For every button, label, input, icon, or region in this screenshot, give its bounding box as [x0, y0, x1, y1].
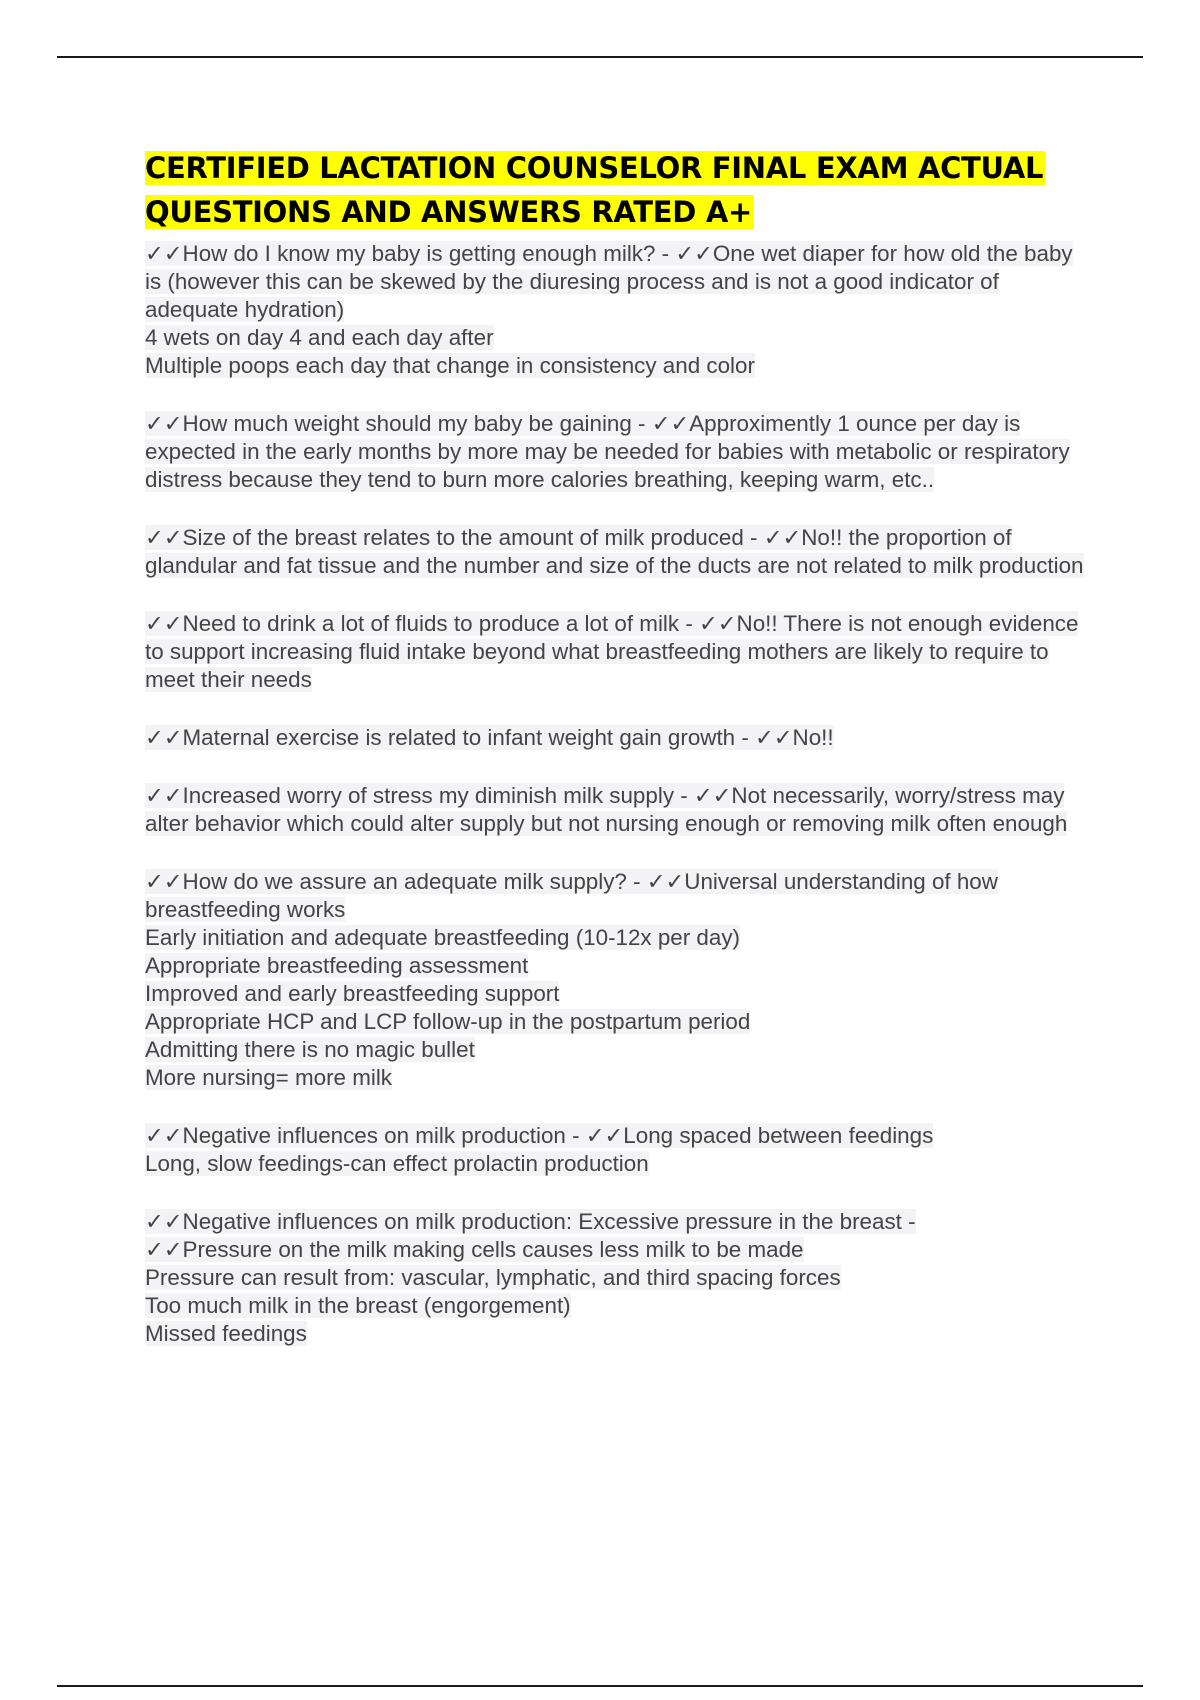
qa-text: ✓✓How do I know my baby is getting enough milk? - ✓✓One wet diaper for how old the baby is (however this can be skewed by the diuresing process and is not a good indicator of adequate hydration): [145, 241, 1073, 322]
qa-entry: [145, 1208, 1090, 1348]
qa-text: More nursing= more milk: [145, 1065, 392, 1090]
qa-text: Appropriate breastfeeding assessment: [145, 953, 529, 978]
qa-entry: [145, 782, 1090, 838]
qa-text: ✓✓Negative influences on milk production - ✓✓Long spaced between feedings: [145, 1123, 934, 1148]
qa-text: Long, slow feedings-can effect prolactin production: [145, 1151, 649, 1176]
document-body: [145, 146, 1090, 1378]
qa-text: ✓✓Size of the breast relates to the amount of milk produced - ✓✓No!! the proportion of glandular and fat tissue and the number and size of the ducts are not related to milk production: [145, 525, 1084, 578]
qa-text: Early initiation and adequate breastfeeding (10-12x per day): [145, 925, 740, 950]
qa-text: ✓✓Increased worry of stress my diminish milk supply - ✓✓Not necessarily, worry/stress may alter behavior which could alter supply but not nursing enough or removing milk often enough: [145, 783, 1068, 836]
qa-text: Pressure can result from: vascular, lymphatic, and third spacing forces: [145, 1265, 841, 1290]
qa-text: Too much milk in the breast (engorgement): [145, 1293, 571, 1318]
qa-entry: [145, 724, 1090, 752]
document-title: CERTIFIED LACTATION COUNSELOR FINAL EXAM ACTUAL QUESTIONS AND ANSWERS RATED A+: [145, 151, 1044, 229]
qa-entry: [145, 868, 1090, 1092]
qa-entry: [145, 1122, 1090, 1178]
qa-entry: [145, 240, 1090, 380]
qa-entry: [145, 410, 1090, 494]
qa-entry: [145, 610, 1090, 694]
qa-text: ✓✓Negative influences on milk production: Excessive pressure in the breast -: [145, 1209, 916, 1234]
qa-text: ✓✓Pressure on the milk making cells causes less milk to be made: [145, 1237, 804, 1262]
qa-text: Multiple poops each day that change in consistency and color: [145, 353, 755, 378]
qa-text: Appropriate HCP and LCP follow-up in the postpartum period: [145, 1009, 751, 1034]
qa-text: ✓✓Need to drink a lot of fluids to produce a lot of milk - ✓✓No!! There is not enough evidence to support increasing fluid intake beyond what breastfeeding mothers are likely to require to meet their needs: [145, 611, 1079, 692]
qa-entry: [145, 524, 1090, 580]
top-rule: [57, 56, 1143, 58]
bottom-rule: [57, 1685, 1143, 1687]
qa-text: 4 wets on day 4 and each day after: [145, 325, 494, 350]
qa-text: ✓✓How much weight should my baby be gaining - ✓✓Approximently 1 ounce per day is expected in the early months by more may be needed for babies with metabolic or respiratory distress because they tend to burn more calories breathing, keeping warm, etc..: [145, 411, 1070, 492]
qa-text: Improved and early breastfeeding support: [145, 981, 560, 1006]
qa-text: ✓✓Maternal exercise is related to infant weight gain growth - ✓✓No!!: [145, 725, 834, 750]
qa-text: Admitting there is no magic bullet: [145, 1037, 475, 1062]
qa-text: Missed feedings: [145, 1321, 307, 1346]
qa-text: ✓✓How do we assure an adequate milk supply? - ✓✓Universal understanding of how breastfeeding works: [145, 869, 998, 922]
